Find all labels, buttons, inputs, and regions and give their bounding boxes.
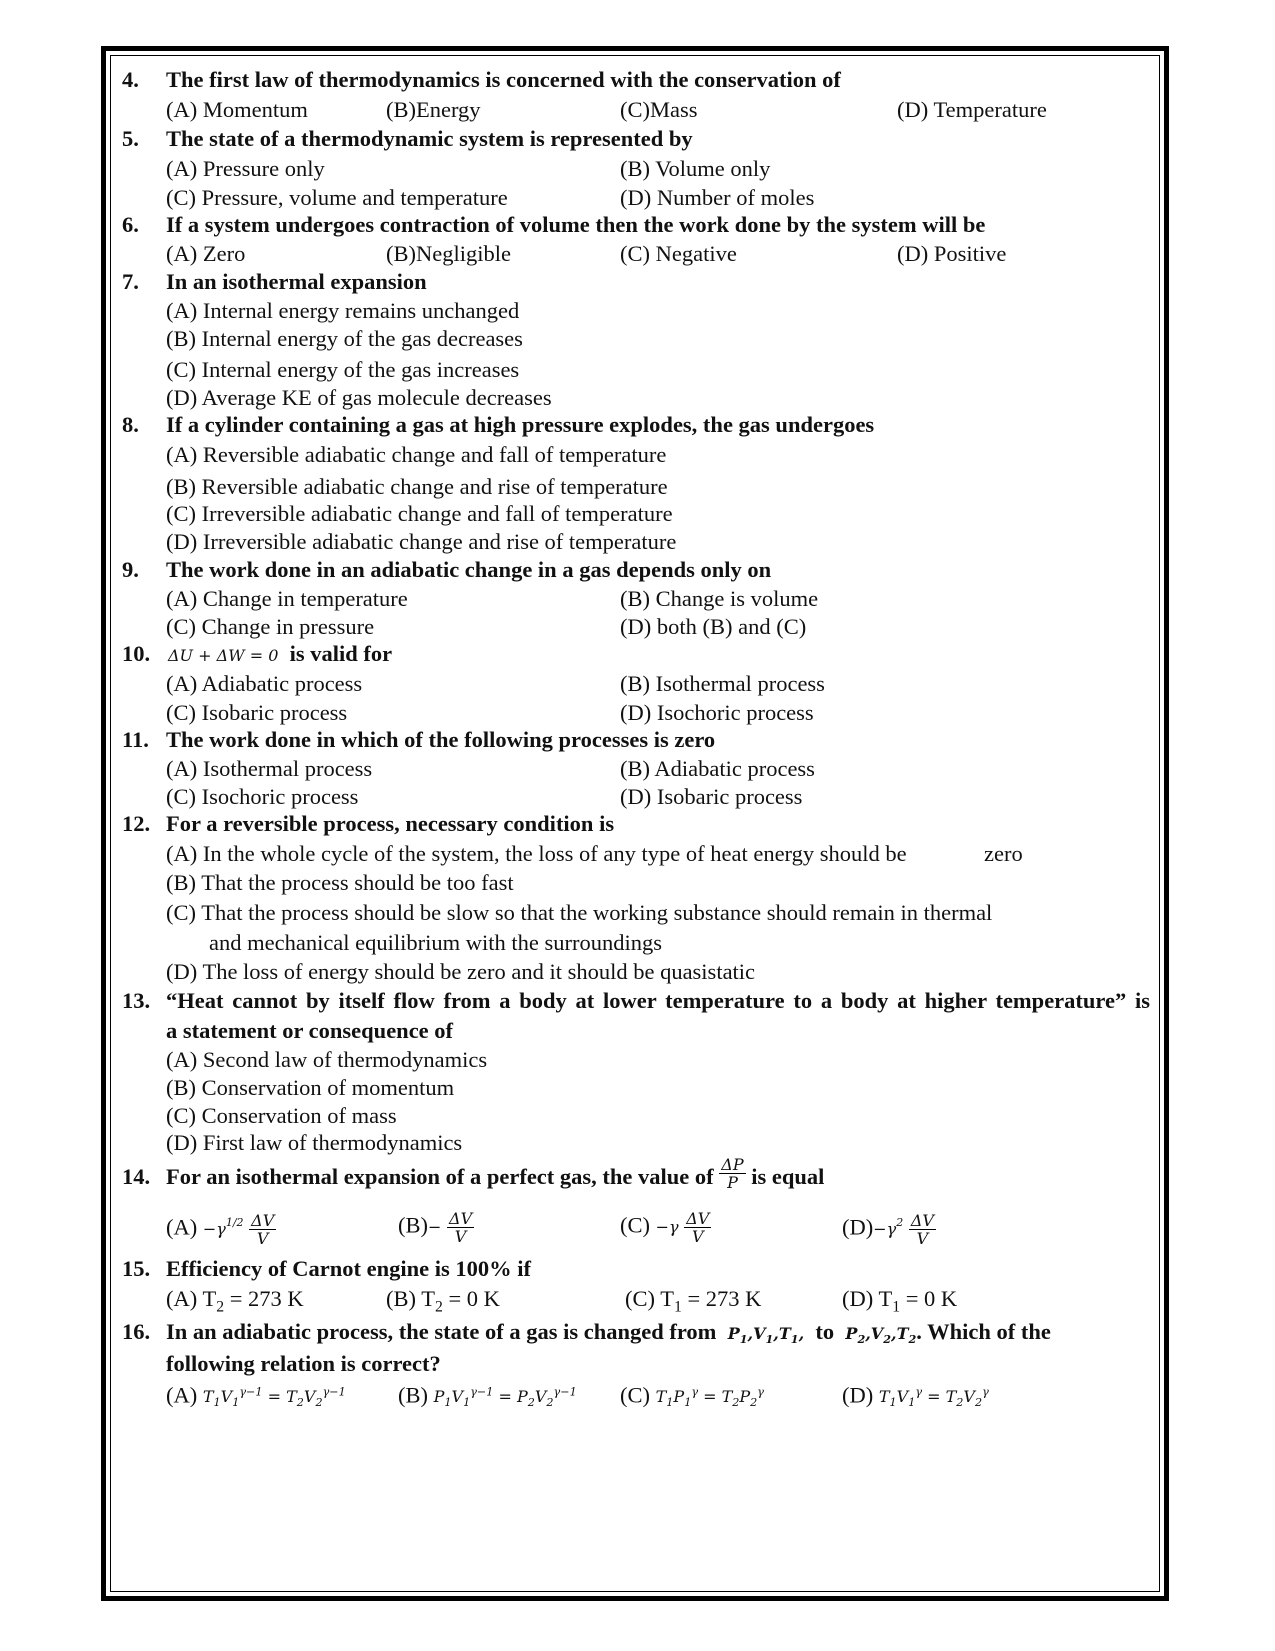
question-text-line2: following relation is correct?: [166, 1351, 441, 1376]
option: (B) Internal energy of the gas decreases: [166, 326, 523, 351]
option: (A) Change in temperature: [166, 586, 408, 611]
option: (D) both (B) and (C): [620, 614, 807, 639]
question-number: 10.: [122, 641, 151, 666]
option: (D) Number of moles: [620, 185, 815, 210]
option: (B)Energy: [386, 97, 481, 122]
option: (D) Temperature: [897, 97, 1047, 122]
option: (B) Isothermal process: [620, 671, 825, 696]
option: (B) Conservation of momentum: [166, 1075, 455, 1100]
question-text: In an adiabatic process, the state of a gas is changed from $P_1,V_1,T_1$, to $P_2,V_2,T_2$. Which of the: [166, 1319, 1051, 1347]
question-text-start: In an adiabatic process, the state of a gas is changed from: [166, 1319, 717, 1344]
question-number: 9.: [122, 557, 139, 582]
option: (C) Pressure, volume and temperature: [166, 185, 508, 210]
option: $(A) -\gamma^{1/2}$ $\frac{\Delta V}{V}$: [166, 1210, 275, 1248]
option: (B) Reversible adiabatic change and rise of temperature: [166, 474, 668, 499]
question-text: The first law of thermodynamics is concerned with the conservation of: [166, 67, 841, 92]
option: (D) $T_1 = 0$ K: [842, 1286, 958, 1316]
option: (B) Change is volume: [620, 586, 819, 611]
option: (C) Internal energy of the gas increases: [166, 357, 520, 382]
option-continuation: and mechanical equilibrium with the surroundings: [209, 930, 663, 955]
option: (D) Irreversible adiabatic change and rise of temperature: [166, 529, 677, 554]
option: (B) Volume only: [620, 156, 771, 181]
option: (A) Adiabatic process: [166, 671, 363, 696]
question-text: The state of a thermodynamic system is represented by: [166, 126, 693, 151]
question-text: In an isothermal expansion: [166, 269, 427, 294]
question-number: 12.: [122, 811, 151, 836]
question-number: 7.: [122, 269, 139, 294]
option: (C) Conservation of mass: [166, 1103, 397, 1128]
formula: ΔU + ΔW = 0: [168, 646, 279, 665]
option: (D) First law of thermodynamics: [166, 1130, 463, 1155]
question-text: For a reversible process, necessary condition is: [166, 811, 615, 836]
question-text: “Heat cannot by itself flow from a body at lower temperature to a body at higher temperature” is: [166, 988, 1150, 1013]
question-text: Efficiency of Carnot engine is 100% if: [166, 1256, 531, 1281]
question-text: If a cylinder containing a gas at high pressure explodes, the gas undergoes: [166, 412, 875, 437]
question-number: 4.: [122, 67, 139, 92]
option: (C) Irreversible adiabatic change and fall of temperature: [166, 501, 673, 526]
option: (B)Negligible: [386, 241, 511, 266]
state-1: $P_1,V_1,T_1$,: [727, 1324, 805, 1347]
option: (C) Change in pressure: [166, 614, 375, 639]
question-number: 14.: [122, 1164, 151, 1189]
option: (A) Zero: [166, 241, 246, 266]
option: (A) Pressure only: [166, 156, 325, 181]
option: (A) Internal energy remains unchanged: [166, 298, 520, 323]
question-number: 6.: [122, 212, 139, 237]
option: (A) In the whole cycle of the system, the loss of any type of heat energy should be: [166, 841, 907, 866]
question-number: 11.: [122, 727, 149, 752]
option: (B)− $\frac{\Delta V}{V}$: [398, 1209, 473, 1246]
question-number: 5.: [122, 126, 139, 151]
option: $(D)-\gamma^2$ $\frac{\Delta V}{V}$: [842, 1210, 934, 1248]
question-text: [166, 1155, 825, 1193]
option: (D) Positive: [897, 241, 1007, 266]
question-text: [168, 641, 392, 669]
question-text-line2: a statement or consequence of: [166, 1018, 454, 1043]
option: (C) $T_1P_1^\gamma = T_2P_2^\gamma$: [620, 1382, 764, 1410]
option: (B) $P_1V_1^{\gamma-1} = P_2V_2^{\gamma-1}$: [398, 1382, 577, 1410]
option: (C) Isobaric process: [166, 700, 348, 725]
option: (A) $T_2 = 273$ K: [166, 1286, 304, 1316]
option: (A) Second law of thermodynamics: [166, 1047, 488, 1072]
fraction: $\frac{\Delta P}{P}$: [721, 1155, 744, 1193]
option: (D) Average KE of gas molecule decreases: [166, 385, 552, 410]
option: (A) Reversible adiabatic change and fall of temperature: [166, 442, 667, 467]
question-text: If a system undergoes contraction of volume then the work done by the system will be: [166, 212, 986, 237]
option: (C) Isochoric process: [166, 784, 359, 809]
option: (B) That the process should be too fast: [166, 870, 514, 895]
question-number: 15.: [122, 1256, 151, 1281]
option: (A) Isothermal process: [166, 756, 373, 781]
option: (C) −γ $\frac{\Delta V}{V}$: [620, 1209, 710, 1246]
option: (D) Isochoric process: [620, 700, 814, 725]
question-number: 16.: [122, 1319, 151, 1344]
option: (B) $T_2 = 0$ K: [386, 1286, 500, 1316]
question-number: 13.: [122, 988, 151, 1013]
option: (D) Isobaric process: [620, 784, 803, 809]
option: (D) The loss of energy should be zero and it should be quasistatic: [166, 959, 756, 984]
option: (C) That the process should be slow so that the working substance should remain in thermal: [166, 900, 993, 925]
option: (C) $T_1 = 273$ K: [625, 1286, 762, 1316]
question-text-start: For an isothermal expansion of a perfect gas, the value of: [166, 1164, 714, 1189]
option: (B) Adiabatic process: [620, 756, 815, 781]
option: (D) $T_1V_1^\gamma = T_2V_2^\gamma$: [842, 1382, 989, 1410]
option: (C) Negative: [620, 241, 737, 266]
state-2: $P_2,V_2,T_2$: [845, 1324, 917, 1347]
option-continuation: zero: [984, 841, 1023, 866]
option: (A) Momentum: [166, 97, 308, 122]
question-text-end: is valid for: [289, 641, 393, 666]
question-text: The work done in which of the following processes is zero: [166, 727, 716, 752]
option: (A) $T_1V_1^{\gamma-1} = T_2V_2^{\gamma-1}$: [166, 1382, 346, 1410]
question-text: The work done in an adiabatic change in a gas depends only on: [166, 557, 772, 582]
option: (C)Mass: [620, 97, 698, 122]
question-text-end: is equal: [751, 1164, 825, 1189]
question-number: 8.: [122, 412, 139, 437]
